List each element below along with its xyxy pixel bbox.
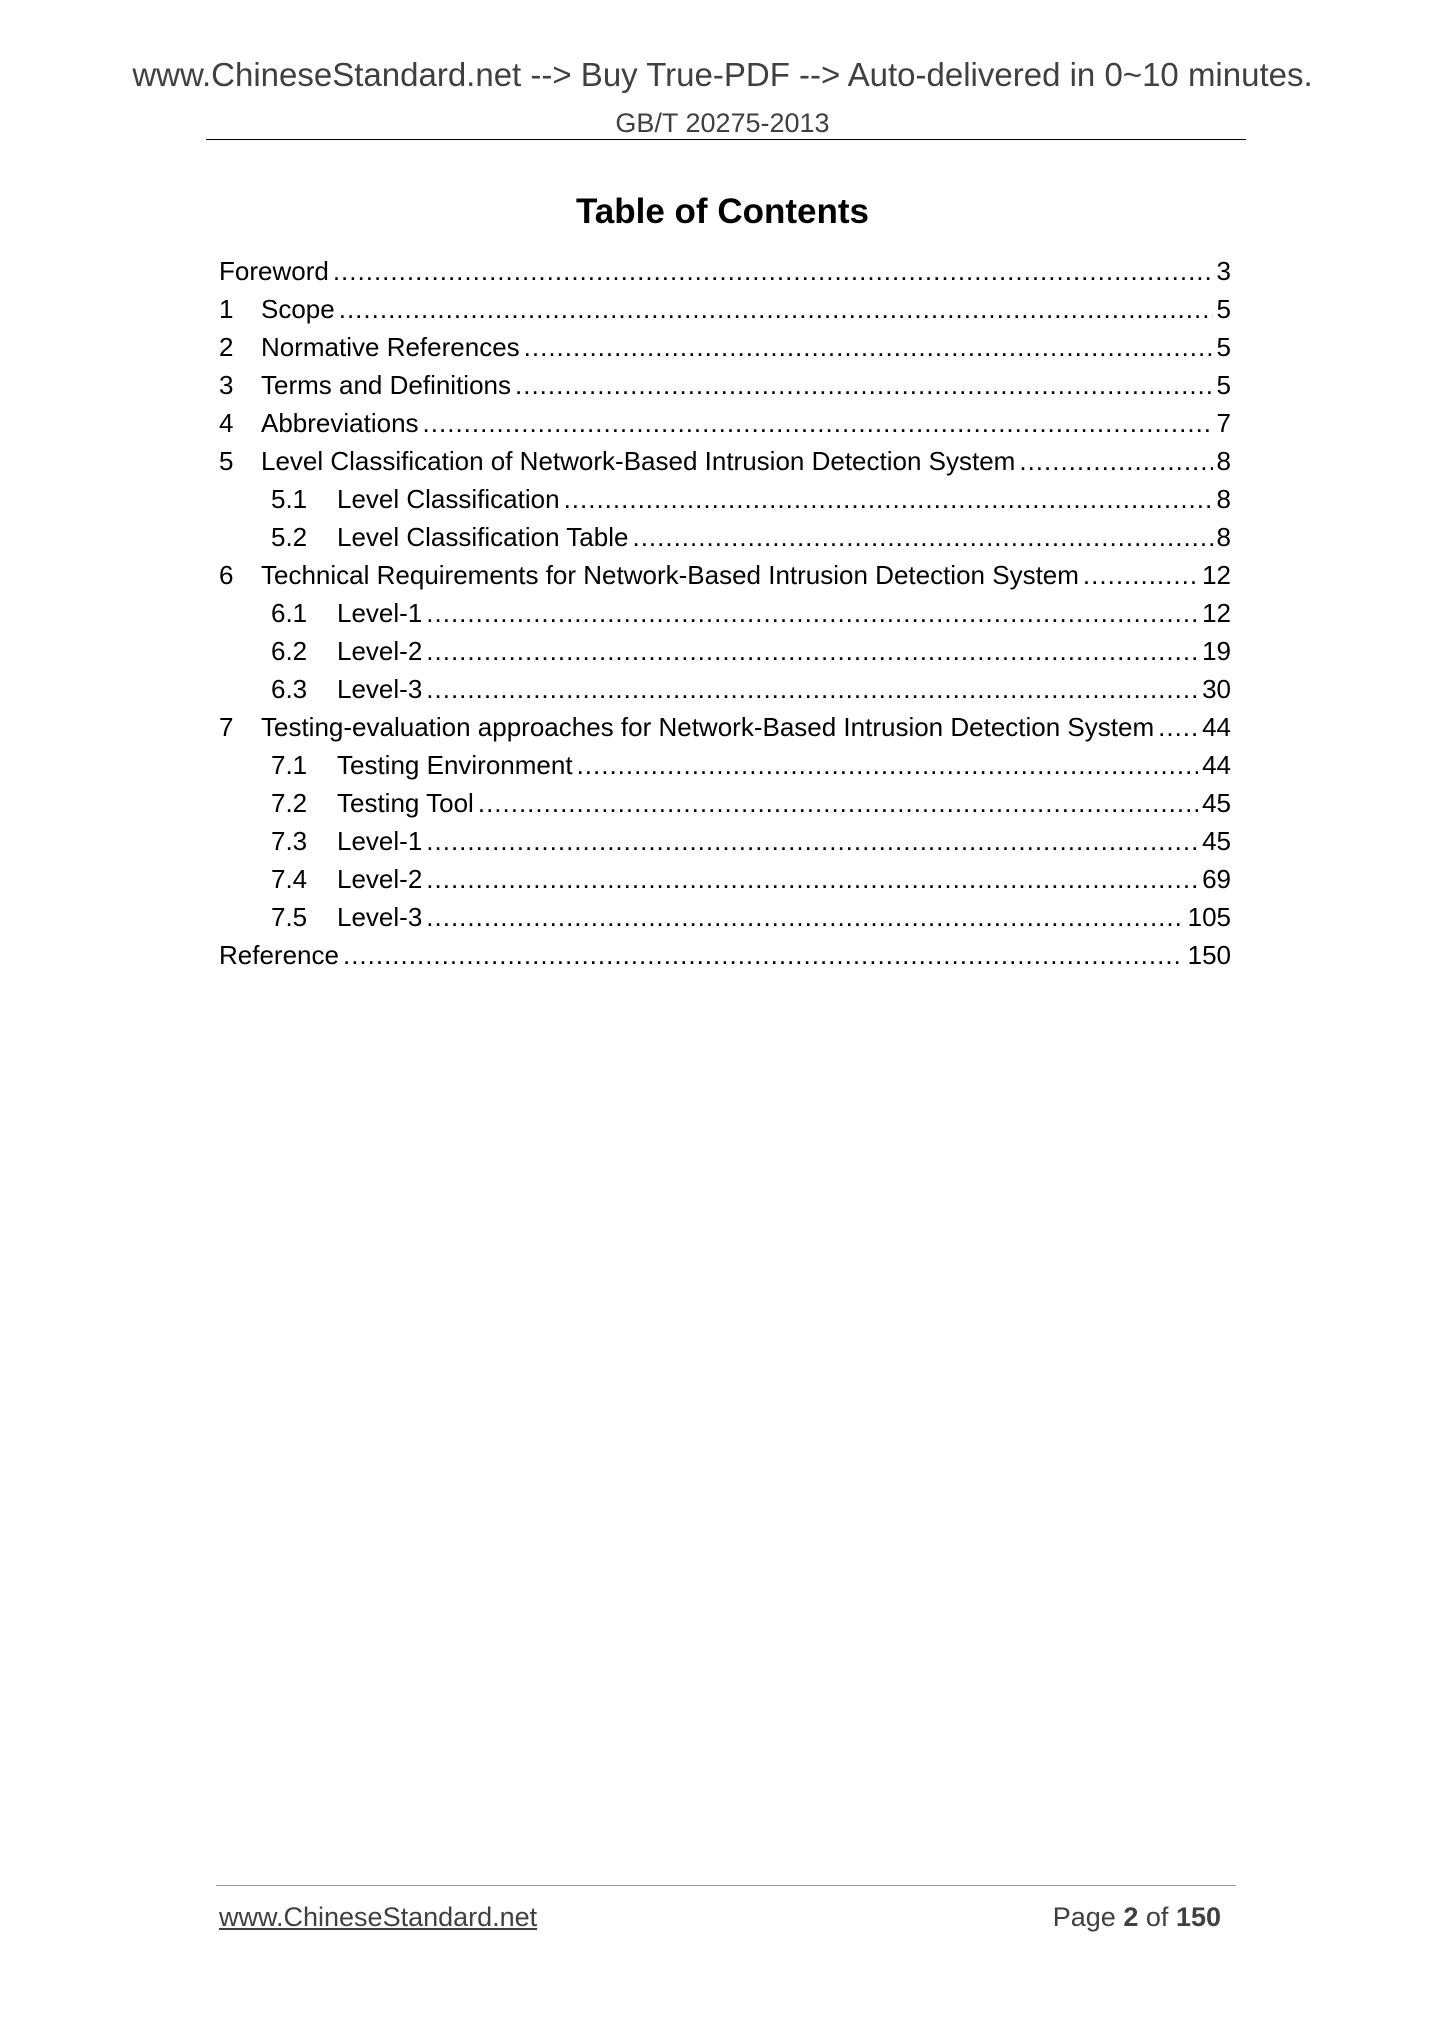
toc-entry-number: 1 xyxy=(219,294,234,324)
toc-dot-leader xyxy=(515,366,1213,404)
toc-dot-leader xyxy=(426,632,1198,670)
toc-entry-page: 150 xyxy=(1187,940,1231,970)
toc-entry-number: 6 xyxy=(219,560,234,590)
toc-entry-number: 6.2 xyxy=(271,636,308,666)
toc-entry[interactable] xyxy=(219,252,1231,290)
toc-dot-leader xyxy=(1083,556,1198,594)
toc-entry-title: Level-3 xyxy=(337,902,423,932)
page-indicator xyxy=(1053,1902,1221,1933)
toc-entry[interactable] xyxy=(219,898,1231,936)
toc-entry-title: Technical Requirements for Network-Based Intrusion Detection System xyxy=(261,560,1079,590)
toc-entry-page: 45 xyxy=(1202,826,1231,856)
toc-entry-number: 5.1 xyxy=(271,484,308,514)
footer-divider xyxy=(216,1885,1236,1886)
toc-dot-leader xyxy=(426,898,1183,936)
toc-entry-title: Level-2 xyxy=(337,636,423,666)
toc-entry-title: Abbreviations xyxy=(261,408,419,438)
toc-entry[interactable] xyxy=(219,328,1231,366)
toc-entry-title: Reference xyxy=(219,940,339,970)
toc-entry-title: Level Classification Table xyxy=(337,522,629,552)
toc-dot-leader xyxy=(1019,442,1212,480)
toc-dot-leader xyxy=(339,290,1213,328)
toc-entry[interactable] xyxy=(219,746,1231,784)
toc-entry-page: 3 xyxy=(1216,256,1231,286)
footer-site-link[interactable]: www.ChineseStandard.net xyxy=(219,1902,538,1932)
header-banner: www.ChineseStandard.net --> Buy True-PDF --> Auto-delivered in 0~10 minutes. xyxy=(132,56,1313,93)
toc-dot-leader xyxy=(333,252,1213,290)
toc-dot-leader xyxy=(423,404,1213,442)
toc-entry-title: Level Classification of Network-Based Intrusion Detection System xyxy=(261,446,1016,476)
toc-entry-number: 5 xyxy=(219,446,234,476)
current-page-number: 2 xyxy=(1123,1902,1139,1932)
toc-dot-leader xyxy=(524,328,1213,366)
toc-entry-title: Level-2 xyxy=(337,864,423,894)
toc-entry-number: 7.5 xyxy=(271,902,308,932)
toc-entry-title: Normative References xyxy=(261,332,520,362)
toc-dot-leader xyxy=(426,822,1198,860)
toc-entry-number: 6.3 xyxy=(271,674,308,704)
toc-entry-number: 7.1 xyxy=(271,750,308,780)
toc-dot-leader xyxy=(564,480,1213,518)
toc-dot-leader xyxy=(426,594,1198,632)
toc-entry-page: 105 xyxy=(1187,902,1231,932)
toc-dot-leader xyxy=(426,670,1198,708)
toc-entry-page: 5 xyxy=(1216,294,1231,324)
page-of-label: of xyxy=(1145,1902,1169,1932)
toc-entry[interactable] xyxy=(219,556,1231,594)
toc-entry[interactable] xyxy=(219,708,1231,746)
toc-entry-page: 69 xyxy=(1202,864,1231,894)
toc-entry[interactable] xyxy=(219,290,1231,328)
toc-entry-page: 44 xyxy=(1202,750,1231,780)
toc-entry[interactable] xyxy=(219,822,1231,860)
toc-entry[interactable] xyxy=(219,936,1231,974)
toc-entry-page: 19 xyxy=(1202,636,1231,666)
toc-entry-title: Level Classification xyxy=(337,484,560,514)
toc-entry-number: 7.4 xyxy=(271,864,308,894)
toc-dot-leader xyxy=(426,860,1198,898)
toc-entry[interactable] xyxy=(219,784,1231,822)
toc-entry[interactable] xyxy=(219,594,1231,632)
toc-entry-title: Terms and Definitions xyxy=(261,370,511,400)
toc-title: Table of Contents xyxy=(576,192,869,231)
toc-entry[interactable] xyxy=(219,366,1231,404)
toc-entry-page: 45 xyxy=(1202,788,1231,818)
toc-entry-title: Level-1 xyxy=(337,598,423,628)
toc-dot-leader xyxy=(343,936,1184,974)
toc-entry-number: 3 xyxy=(219,370,234,400)
toc-entry-page: 8 xyxy=(1216,446,1231,476)
header-divider xyxy=(206,139,1246,140)
toc-entry-page: 44 xyxy=(1202,712,1231,742)
toc-entry[interactable] xyxy=(219,480,1231,518)
toc-entry-number: 7.3 xyxy=(271,826,308,856)
toc-entry[interactable] xyxy=(219,442,1231,480)
toc-entry-page: 5 xyxy=(1216,332,1231,362)
toc-entry[interactable] xyxy=(219,404,1231,442)
toc-entry-page: 8 xyxy=(1216,484,1231,514)
toc-entry-number: 6.1 xyxy=(271,598,308,628)
table-of-contents xyxy=(219,252,1231,974)
toc-entry-page: 12 xyxy=(1202,598,1231,628)
toc-dot-leader xyxy=(577,746,1199,784)
toc-entry-number: 7.2 xyxy=(271,788,308,818)
toc-entry[interactable] xyxy=(219,670,1231,708)
toc-entry-title: Level-3 xyxy=(337,674,423,704)
page-prefix: Page xyxy=(1052,1902,1116,1932)
toc-dot-leader xyxy=(1158,708,1198,746)
toc-entry-number: 5.2 xyxy=(271,522,308,552)
toc-entry-page: 7 xyxy=(1216,408,1231,438)
total-pages-number: 150 xyxy=(1175,1902,1221,1932)
toc-entry-number: 7 xyxy=(219,712,234,742)
toc-entry-title: Foreword xyxy=(219,256,329,286)
toc-dot-leader xyxy=(632,518,1212,556)
toc-entry-page: 8 xyxy=(1216,522,1231,552)
toc-entry-title: Testing-evaluation approaches for Network-Based Intrusion Detection System xyxy=(261,712,1155,742)
toc-entry-number: 4 xyxy=(219,408,234,438)
toc-entry-page: 5 xyxy=(1216,370,1231,400)
toc-entry-number: 2 xyxy=(219,332,234,362)
toc-dot-leader xyxy=(478,784,1198,822)
toc-entry[interactable] xyxy=(219,632,1231,670)
toc-entry[interactable] xyxy=(219,860,1231,898)
document-code: GB/T 20275-2013 xyxy=(615,108,830,138)
toc-entry-title: Level-1 xyxy=(337,826,423,856)
toc-entry-title: Testing Environment xyxy=(337,750,573,780)
toc-entry-page: 30 xyxy=(1202,674,1231,704)
toc-entry-title: Testing Tool xyxy=(337,788,474,818)
toc-entry-page: 12 xyxy=(1202,560,1231,590)
toc-entry-title: Scope xyxy=(261,294,335,324)
toc-entry[interactable] xyxy=(219,518,1231,556)
